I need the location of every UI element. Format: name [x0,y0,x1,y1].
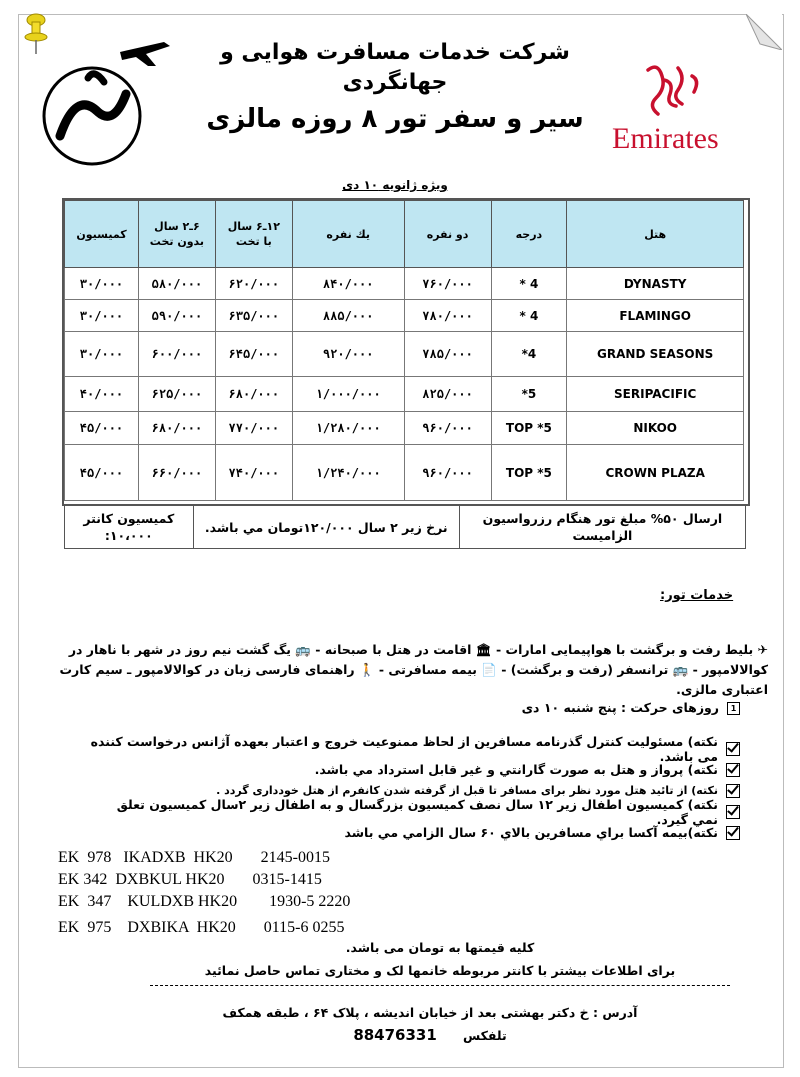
price-commission: ۳۰/۰۰۰ [65,268,139,300]
price-child-nobed: ۶۸۰/۰۰۰ [138,412,215,445]
company-name-line2: جهانگردی [342,70,448,95]
list-item [90,796,740,827]
emirates-logo-icon [608,60,743,160]
hotel-grade: 4 * [491,300,567,332]
services-line-2: کوالالامپور - 🚌 ترانسفر (رفت و برگشت) - 📄 بیمه مسافرتی - 🚶 راهنمای فارسی زبان در کوالالامپور ـ سیم کارت اعتباری مالزی. [59,662,768,697]
price-child-bed: ۷۴۰/۰۰۰ [215,445,292,501]
header-hotel: هتل [567,201,744,268]
hotel-name: SERIPACIFIC [567,377,744,412]
price-child-bed: ۶۸۰/۰۰۰ [215,377,292,412]
price-single: ۱/۲۸۰/۰۰۰ [292,412,404,445]
hotel-grade: 5* TOP [491,412,567,445]
price-double: ۷۶۰/۰۰۰ [404,268,491,300]
footer-notes [140,940,740,978]
price-commission: ۴۵/۰۰۰ [65,412,139,445]
company-name-line1: شرکت خدمات مسافرت هوایی و [220,40,570,65]
price-double: ۷۸۵/۰۰۰ [404,332,491,377]
contact-note: برای اطلاعات بیشتر با کانتر مربوطه خانمها لک و مختاری تماس حاصل نمائید [204,963,676,978]
header-double: دو نفره [404,201,491,268]
table-row [65,445,744,501]
note-text: نکته) پرواز و هتل به صورت گارانتي و غير قابل استرداد مي باشد. [314,762,718,777]
divider [150,985,730,986]
infant-rate-note: نرخ زير ۲ سال ۱۲۰/۰۰۰تومان مي باشد. [193,506,459,548]
price-table-header [65,201,744,268]
flight-row: EK 347 KULDXB HK20 1930-5 2220 [58,893,351,910]
checkbox-icon [726,763,740,777]
header-child-bed: ۱۲ـ۶ سال با تخت [215,201,292,268]
flight-row: EK 975 DXBIKA HK20 0115-6 0255 [58,919,345,936]
checkbox-icon [726,805,740,819]
price-child-bed: ۶۲۰/۰۰۰ [215,268,292,300]
services-title: خدمات تور: [660,588,734,603]
list-item [90,733,740,764]
price-commission: ۳۰/۰۰۰ [65,332,139,377]
hotel-name: GRAND SEASONS [567,332,744,377]
price-double: ۹۶۰/۰۰۰ [404,445,491,501]
table-row [65,332,744,377]
header-child-nobed: ۶ـ۲ سال بدون تخت [138,201,215,268]
agency-logo-icon [28,32,178,167]
note-text: نكته) كميسيون اطفال زير ۱۲ سال نصف كميسيون بزرگسال و به اطفال زير ۲سال كميسيون تعلق نمي گيرد. [116,796,718,827]
table-row [65,268,744,300]
price-double: ۸۲۵/۰۰۰ [404,377,491,412]
price-table [64,200,744,501]
price-single: ۹۲۰/۰۰۰ [292,332,404,377]
fax-line [150,1024,710,1047]
hotel-grade: 5* TOP [491,445,567,501]
header-single: يك نفره [292,201,404,268]
table-row [65,377,744,412]
address-block [150,1002,710,1047]
price-child-nobed: ۶۲۵/۰۰۰ [138,377,215,412]
note-text: نکته) مسئولیت کنترل گذرنامه مسافرین از لحاظ ممنوعیت خروج و اعتبار بعهده آژانس درخواست کننده می باشد. [90,733,718,764]
price-single: ۸۸۵/۰۰۰ [292,300,404,332]
emirates-wordmark: Emirates [612,122,719,155]
services-line-1: ✈ بلیط رفت و برگشت با هواپیمایی امارات - 🏛 اقامت در هتل با صبحانه - 🚌 یگ گشت نیم روز در شهر با ناهار در [68,642,768,657]
fax-label: تلفکس [462,1028,507,1043]
hotel-name: CROWN PLAZA [567,445,744,501]
checkbox-icon [726,742,740,756]
tour-date-subtitle: ویژه ژانویه ۱۰ دی [342,178,448,192]
note-text: نكته)بيمه آكسا براي مسافرين بالاي ۶۰ سال الزامي مي باشد [344,825,718,840]
table-row [65,412,744,445]
checkbox-icon [726,784,740,798]
price-double: ۹۶۰/۰۰۰ [404,412,491,445]
hotel-grade: 5* [491,377,567,412]
flight-schedule [58,847,350,939]
table-row [65,300,744,332]
fax-number: 88476331 [353,1026,437,1044]
header-commission: كميسيون [65,201,139,268]
departure-days [430,700,740,715]
deposit-note: ارسال ۵۰% مبلغ تور هنگام رزرواسيون الزاميست [459,506,745,548]
price-commission: ۴۵/۰۰۰ [65,445,139,501]
hotel-name: NIKOO [567,412,744,445]
tour-title: سیر و سفر تور ۸ روزه مالزی [206,104,584,134]
departure-text: روزهای حرکت : پنج شنبه ۱۰ دی [521,700,719,715]
checkbox-icon [726,826,740,840]
price-double: ۷۸۰/۰۰۰ [404,300,491,332]
note-text: نکته) از تائید هتل مورد نظر برای مسافر تا قبل از گرفته شدن کانفرم از هتل خودداری گردد . [216,784,718,797]
address-text: آدرس : خ دکتر بهشتی بعد از خیابان اندیشه ، پلاک ۶۴ ، طبقه همکف [222,1005,638,1020]
notes-box [64,505,746,549]
flight-row: EK 342 DXBKUL HK20 0315-1415 [58,871,322,888]
price-child-bed: ۶۴۵/۰۰۰ [215,332,292,377]
page-curl-icon [746,14,782,50]
hotel-grade: 4* [491,332,567,377]
services-list [30,640,768,700]
price-single: ۱/۲۴۰/۰۰۰ [292,445,404,501]
hotel-name: DYNASTY [567,268,744,300]
price-single: ۱/۰۰۰/۰۰۰ [292,377,404,412]
price-child-nobed: ۶۶۰/۰۰۰ [138,445,215,501]
price-child-bed: ۷۷۰/۰۰۰ [215,412,292,445]
price-child-nobed: ۵۸۰/۰۰۰ [138,268,215,300]
prices-currency-note: کلیه قیمتها به تومان می باشد. [345,940,535,955]
company-header [190,38,600,140]
calendar-icon: 1 [727,702,740,715]
price-child-nobed: ۵۹۰/۰۰۰ [138,300,215,332]
notes-list [90,733,740,843]
flight-row: EK 978 IKADXB HK20 2145-0015 [58,849,330,866]
price-single: ۸۴۰/۰۰۰ [292,268,404,300]
hotel-grade: 4 * [491,268,567,300]
price-child-nobed: ۶۰۰/۰۰۰ [138,332,215,377]
header-grade: درجه [491,201,567,268]
counter-commission-note: كميسيون كانتر ۱۰،۰۰۰: [83,511,175,543]
price-commission: ۳۰/۰۰۰ [65,300,139,332]
price-commission: ۴۰/۰۰۰ [65,377,139,412]
price-child-bed: ۶۳۵/۰۰۰ [215,300,292,332]
hotel-name: FLAMINGO [567,300,744,332]
